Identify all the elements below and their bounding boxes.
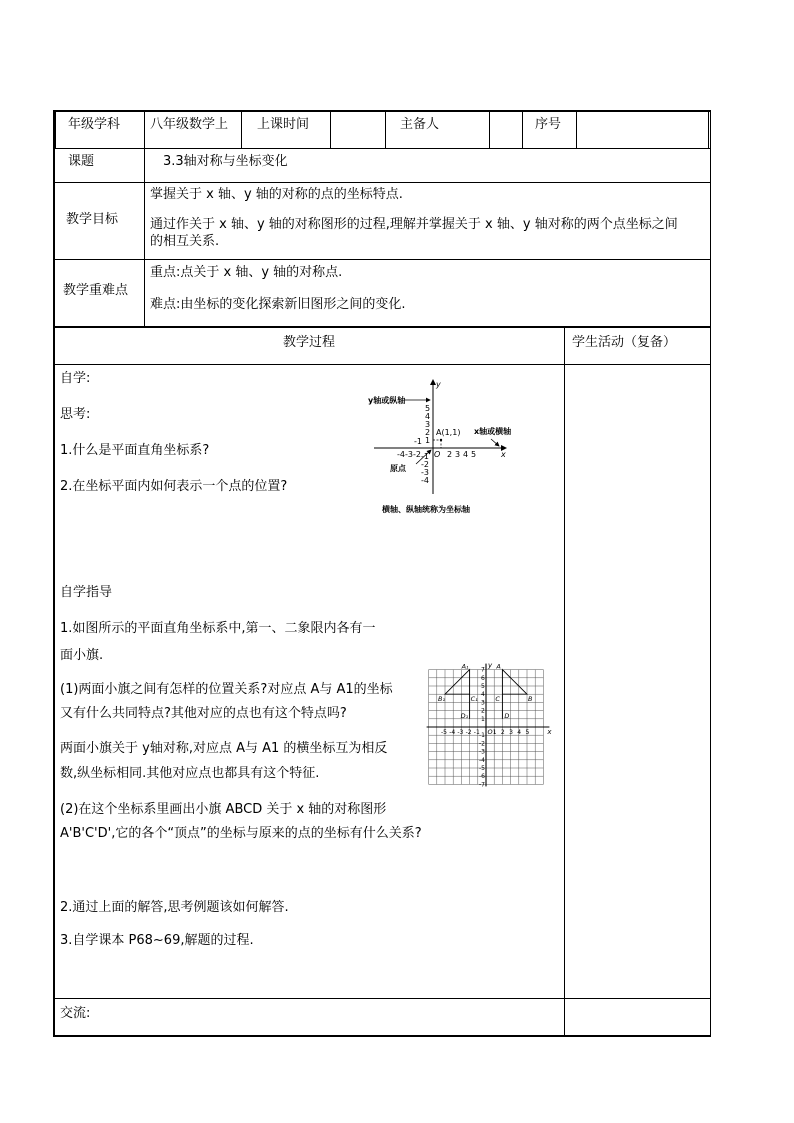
- y-tick-label: -4: [479, 756, 485, 764]
- goals-label: 教学目标: [66, 212, 119, 227]
- col-divider: [564, 327, 565, 1036]
- table-border-right: [710, 110, 711, 1037]
- guide-1b: 面小旗.: [60, 648, 104, 663]
- x-tick-label: 5: [525, 729, 530, 736]
- col-divider: [144, 148, 145, 327]
- y-tick-label: 4: [481, 691, 485, 699]
- x-tick-label: -5: [441, 729, 447, 736]
- y-tick-label: 6: [481, 674, 485, 682]
- y-tick-label: -5: [479, 765, 485, 772]
- row-divider: [53, 259, 711, 260]
- coordinate-system-figure: [366, 376, 526, 518]
- point-label-d: D: [504, 711, 510, 720]
- y-tick-label: 1: [425, 436, 431, 445]
- exchange-label: 交流:: [60, 1006, 91, 1021]
- y-tick-label: -6: [479, 773, 485, 781]
- x-tick-label: 5: [471, 450, 477, 459]
- point-label-b1: B₁: [438, 695, 446, 704]
- self-study-label: 自学:: [60, 371, 91, 386]
- x-tick-label: -4: [449, 729, 456, 736]
- row-divider: [53, 148, 711, 149]
- point-label-a: A: [496, 662, 501, 671]
- topic-value: 3.3轴对称与坐标变化: [163, 154, 288, 169]
- x-tick-label: 2: [500, 729, 505, 736]
- origin-letter: O: [487, 728, 493, 736]
- y-tick-label: 1: [481, 715, 485, 723]
- col-divider: [522, 110, 523, 149]
- y-tick-label: 2: [425, 428, 431, 437]
- x-axis-name: x轴或横轴: [474, 427, 512, 436]
- table-border-bottom: [53, 1035, 711, 1037]
- row-divider: [53, 182, 711, 183]
- y-tick-label: -3: [421, 468, 429, 477]
- col-divider: [489, 110, 490, 149]
- y-tick-label: -4: [421, 476, 429, 485]
- part-1a: (1)两面小旗之间有怎样的位置关系?对应点 A与 A1的坐标: [60, 682, 393, 697]
- part-2a: (2)在这个坐标系里画出小旗 ABCD 关于 x 轴的对称图形: [60, 802, 387, 817]
- y-tick-label: -2: [479, 740, 485, 748]
- student-header: 学生活动（复备）: [572, 335, 677, 350]
- y-tick-label: 5: [481, 683, 485, 690]
- x-tick-label: -2: [465, 729, 472, 736]
- table-inner-left: [55, 110, 56, 149]
- goals-line2a: 通过作关于 x 轴、y 轴的对称图形的过程,理解并掌握关于 x 轴、y 轴对称的两个点坐标之间: [150, 217, 678, 232]
- x-tick-label: 3: [455, 450, 461, 459]
- guide-3: 3.自学课本 P68~69,解题的过程.: [60, 933, 254, 948]
- origin-name: 原点: [390, 464, 406, 473]
- part-1b: 又有什么共同特点?其他对应的点也有这个特点吗?: [60, 706, 347, 721]
- seq-label: 序号: [535, 117, 562, 132]
- x-tick-label: 2: [447, 450, 453, 459]
- goals-line1: 掌握关于 x 轴、y 轴的对称的点的坐标特点.: [150, 187, 403, 202]
- neg-one-x: -1: [414, 437, 422, 446]
- figure1-caption: 横轴、纵轴统称为坐标轴: [382, 505, 470, 514]
- question-1: 1.什么是平面直角坐标系?: [60, 443, 210, 458]
- y-tick-label: 2: [481, 707, 485, 715]
- part-2b: A'B'C'D',它的各个“顶点”的坐标与原来的点的坐标有什么关系?: [60, 826, 422, 841]
- guide-2: 2.通过上面的解答,思考例题该如何解答.: [60, 900, 289, 915]
- x-letter: x: [501, 450, 506, 459]
- point-label-a1: A₁: [461, 662, 469, 671]
- col-divider: [330, 110, 331, 149]
- row-divider: [53, 364, 711, 365]
- point-label-b: B: [528, 695, 533, 704]
- y-letter: y: [436, 380, 441, 389]
- think-label: 思考:: [60, 407, 91, 422]
- point-a-label: A(1,1): [436, 428, 461, 437]
- keypoints-important: 重点:点关于 x 轴、y 轴的对称点.: [150, 265, 343, 280]
- col-divider: [385, 110, 386, 149]
- time-label: 上课时间: [257, 117, 310, 132]
- author-label: 主备人: [400, 117, 440, 132]
- topic-label: 课题: [68, 154, 95, 169]
- grade-label: 年级学科: [68, 117, 121, 132]
- process-header: 教学过程: [283, 335, 336, 350]
- x-tick-label: 3: [509, 729, 513, 736]
- y-tick-label: -7: [479, 781, 485, 789]
- guide-1a: 1.如图所示的平面直角坐标系中,第一、二象限内各有一: [60, 621, 376, 636]
- col-divider: [241, 110, 242, 149]
- x-tick-label: -1: [473, 729, 480, 736]
- x-tick-label: 4: [463, 450, 469, 459]
- x-tick-label: 1: [492, 729, 497, 736]
- y-axis-letter: y: [488, 661, 493, 670]
- y-tick-label: 5: [425, 404, 431, 413]
- x-tick-label: 4: [517, 729, 522, 736]
- answer-1a: 两面小旗关于 y轴对称,对应点 A与 A1 的横坐标互为相反: [60, 741, 388, 756]
- table-border-top: [53, 110, 711, 112]
- row-divider: [53, 326, 711, 328]
- y-tick-label: -1: [421, 452, 429, 461]
- origin-letter: O: [434, 450, 441, 459]
- row-divider: [53, 998, 711, 999]
- col-divider: [144, 110, 145, 149]
- y-tick-label: -3: [479, 748, 485, 756]
- col-divider: [576, 110, 577, 149]
- x-axis-letter: x: [547, 728, 552, 736]
- y-tick-label: 4: [425, 412, 431, 421]
- y-tick-label: -1: [479, 732, 485, 740]
- point-label-c1: C₁: [470, 695, 478, 704]
- y-tick-label: 7: [481, 666, 485, 674]
- table-border-left: [53, 110, 55, 1037]
- point-label-d1: D₁: [460, 711, 469, 720]
- grade-value: 八年级数学上: [150, 117, 229, 132]
- keypoints-difficult: 难点:由坐标的变化探索新旧图形之间的变化.: [150, 297, 406, 312]
- y-axis-name: y轴或纵轴: [368, 396, 406, 405]
- guide-title: 自学指导: [60, 585, 113, 600]
- x-tick-label: -4: [397, 450, 405, 459]
- table-inner-right: [708, 110, 709, 149]
- goals-line2b: 的相互关系.: [150, 234, 220, 249]
- x-tick-label: -3: [457, 729, 464, 736]
- point-label-c: C: [495, 695, 500, 704]
- keypoints-label: 教学重难点: [63, 283, 129, 298]
- question-2: 2.在坐标平面内如何表示一个点的位置?: [60, 479, 288, 494]
- flags-grid-figure: [418, 640, 558, 805]
- y-tick-label: -2: [421, 460, 429, 469]
- x-tick-label: -2: [413, 450, 421, 459]
- y-tick-label: 3: [425, 420, 431, 429]
- y-tick-label: 3: [481, 699, 485, 707]
- x-tick-label: -3: [405, 450, 413, 459]
- answer-1b: 数,纵坐标相同.其他对应点也都具有这个特征.: [60, 766, 320, 781]
